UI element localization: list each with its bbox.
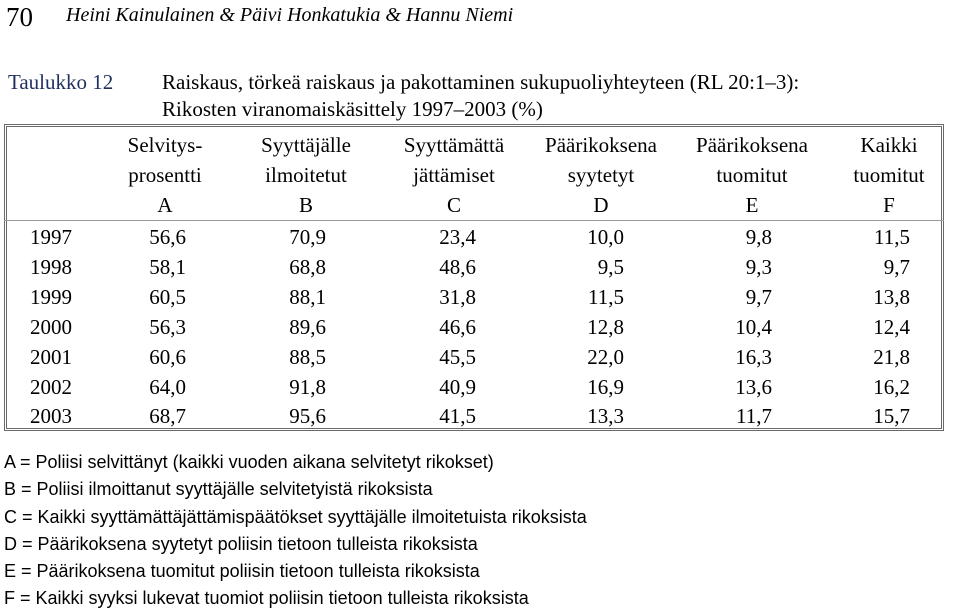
cell-d: 22,0 bbox=[587, 345, 624, 369]
column-header-line2: syytetyt bbox=[567, 163, 635, 187]
column-header-b bbox=[246, 130, 366, 220]
cell-d: 11,5 bbox=[588, 285, 624, 309]
cell-b: 68,8 bbox=[289, 255, 326, 279]
table-legend bbox=[4, 449, 587, 613]
cell-d: 10,0 bbox=[587, 225, 624, 249]
cell-f: 21,8 bbox=[873, 345, 910, 369]
column-header-code: F bbox=[883, 193, 895, 217]
page-number: 70 bbox=[6, 2, 33, 32]
cell-e: 9,3 bbox=[745, 255, 772, 279]
cell-e: 11,7 bbox=[736, 404, 772, 428]
cell-d: 16,9 bbox=[587, 375, 624, 399]
column-header-code: A bbox=[157, 193, 173, 217]
cell-d: 9,5 bbox=[597, 255, 624, 279]
running-head-authors: Heini Kainulainen & Päivi Honkatukia & Hannu Niemi bbox=[66, 4, 514, 26]
cell-a: 60,5 bbox=[149, 285, 186, 309]
legend-item-a: A = Poliisi selvittänyt (kaikki vuoden aikana selvitetyt rikokset) bbox=[4, 452, 494, 472]
table-caption-subtitle: Rikosten viranomaiskäsittely 1997–2003 (%) bbox=[162, 97, 543, 121]
cell-a: 60,6 bbox=[149, 345, 186, 369]
cell-b: 88,1 bbox=[289, 285, 326, 309]
legend-item-e: E = Päärikoksena tuomitut poliisin tietoon tulleista rikoksista bbox=[4, 561, 480, 582]
column-header-code: D bbox=[593, 193, 609, 217]
cell-a: 64,0 bbox=[149, 375, 186, 399]
legend-item-d: D = Päärikoksena syytetyt poliisin tietoon tulleista rikoksista bbox=[4, 533, 478, 554]
cell-b: 95,6 bbox=[289, 404, 326, 428]
column-header-f bbox=[836, 130, 942, 220]
column-header-code: C bbox=[446, 193, 461, 217]
column-header-line1: Selvitys- bbox=[127, 133, 203, 157]
cell-e: 9,8 bbox=[745, 225, 772, 249]
cell-b: 70,9 bbox=[289, 225, 326, 249]
legend-item-f: F = Kaikki syyksi lukevat tuomiot poliisin tietoon tulleista rikoksista bbox=[4, 588, 529, 609]
table-row-2003 bbox=[0, 404, 959, 434]
cell-b: 91,8 bbox=[289, 375, 326, 399]
cell-e: 10,4 bbox=[735, 315, 772, 339]
column-header-code: B bbox=[298, 193, 313, 217]
row-year: 2000 bbox=[30, 315, 72, 339]
legend-item-b: B = Poliisi ilmoittanut syyttäjälle selvitetyistä rikoksista bbox=[4, 479, 433, 500]
cell-e: 13,6 bbox=[735, 375, 772, 399]
column-header-line2: prosentti bbox=[128, 163, 202, 187]
cell-c: 48,6 bbox=[439, 255, 476, 279]
cell-d: 13,3 bbox=[587, 404, 624, 428]
cell-f: 15,7 bbox=[873, 404, 910, 428]
cell-a: 68,7 bbox=[149, 404, 186, 428]
cell-b: 89,6 bbox=[289, 315, 326, 339]
cell-a: 58,1 bbox=[149, 255, 186, 279]
cell-c: 46,6 bbox=[439, 315, 476, 339]
column-header-line2: ilmoitetut bbox=[265, 163, 347, 187]
cell-e: 9,7 bbox=[745, 285, 772, 309]
cell-c: 40,9 bbox=[439, 375, 476, 399]
row-year: 2001 bbox=[30, 345, 72, 369]
cell-e: 16,3 bbox=[735, 345, 772, 369]
row-year: 1999 bbox=[30, 285, 72, 309]
table-row-2002 bbox=[0, 375, 959, 405]
cell-f: 16,2 bbox=[873, 375, 910, 399]
cell-c: 31,8 bbox=[439, 285, 476, 309]
column-header-a bbox=[110, 130, 220, 220]
table-row-1999 bbox=[0, 285, 959, 315]
row-year: 2003 bbox=[30, 404, 72, 428]
table-row-1997 bbox=[0, 225, 959, 255]
column-header-c bbox=[386, 130, 522, 220]
cell-f: 9,7 bbox=[883, 255, 910, 279]
column-header-line1: Päärikoksena bbox=[696, 133, 808, 157]
cell-b: 88,5 bbox=[289, 345, 326, 369]
header-divider bbox=[4, 220, 944, 221]
column-header-code: E bbox=[745, 193, 759, 217]
cell-c: 23,4 bbox=[439, 225, 476, 249]
row-year: 2002 bbox=[30, 375, 72, 399]
cell-f: 11,5 bbox=[874, 225, 910, 249]
column-header-line2: jättämiset bbox=[413, 163, 495, 187]
row-year: 1998 bbox=[30, 255, 72, 279]
table-row-2001 bbox=[0, 345, 959, 375]
table-caption-title: Raiskaus, törkeä raiskaus ja pakottaminen sukupuoliyhteyteen (RL 20:1–3): bbox=[162, 70, 800, 94]
column-header-line1: Päärikoksena bbox=[545, 133, 657, 157]
table-row-1998 bbox=[0, 255, 959, 285]
cell-f: 12,4 bbox=[873, 315, 910, 339]
legend-item-c: C = Kaikki syyttämättäjättämispäätökset syyttäjälle ilmoitetuista rikoksista bbox=[4, 506, 587, 527]
cell-d: 12,8 bbox=[587, 315, 624, 339]
cell-a: 56,3 bbox=[149, 315, 186, 339]
row-year: 1997 bbox=[30, 225, 72, 249]
column-header-line1: Syyttäjälle bbox=[261, 133, 351, 157]
column-header-line1: Syyttämättä bbox=[403, 133, 505, 157]
column-header-d bbox=[528, 130, 674, 220]
column-header-line1: Kaikki bbox=[860, 133, 918, 157]
cell-a: 56,6 bbox=[149, 225, 186, 249]
table-caption-label: Taulukko 12 bbox=[8, 70, 114, 94]
cell-f: 13,8 bbox=[873, 285, 910, 309]
table-row-2000 bbox=[0, 315, 959, 345]
column-header-line2: tuomitut bbox=[716, 163, 788, 187]
cell-c: 41,5 bbox=[439, 404, 476, 428]
column-header-e bbox=[678, 130, 826, 220]
column-header-line2: tuomitut bbox=[853, 163, 925, 187]
cell-c: 45,5 bbox=[439, 345, 476, 369]
